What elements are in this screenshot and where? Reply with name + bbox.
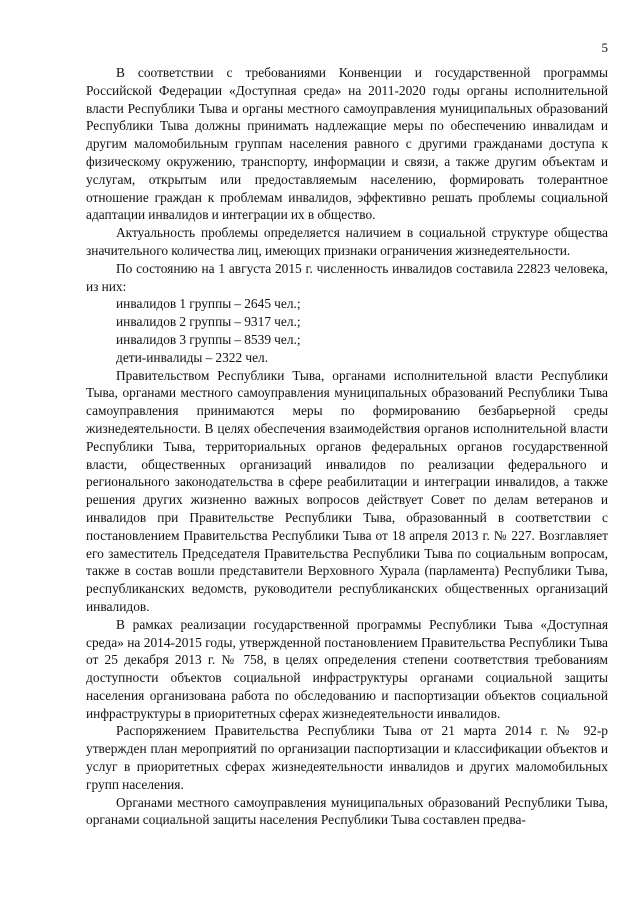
paragraph-program: В рамках реализации государственной программы Республики Тыва «Доступная среда» на 2014-2015 годы, утвержденной постановлением Правительства Республики Тыва от 25 декабря 2013 г. № 758, в целях определения степени соответствия требованиям доступности объектов социальной инфраструктуры органами социальной защиты населения организована работа по обследованию и паспортизации объектов социальной инфраструктуры в приоритетных сферах жизнедеятельности инвалидов. bbox=[86, 616, 608, 721]
list-item-group-3: инвалидов 3 группы – 8539 чел.; bbox=[116, 331, 301, 347]
paragraph-statistics: По состоянию на 1 августа 2015 г. численность инвалидов составила 22823 человека, из них: bbox=[86, 260, 608, 294]
paragraph-order: Распоряжением Правительства Республики Тыва от 21 марта 2014 г. № 92-р утвержден план мероприятий по организации паспортизации и классификации объектов и услуг в приоритетных сферах жизнедеятельности инвалидов и других маломобильных групп населения. bbox=[86, 723, 608, 792]
document-body bbox=[86, 64, 608, 829]
paragraph-convention: В соответствии с требованиями Конвенции и государственной программы Российской Федерации «Доступная среда» на 2011-2020 годы органы исполнительной власти Республики Тыва и органы местного самоуправления муниципальных образований Республики Тыва должны принимать надлежащие меры по обеспечению инвалидам и другим маломобильным группам населения равного с другими гражданами доступа к физическому окружению, транспорту, информации и связи, а также другим объектам и услугам, открытым или предоставляемым населению, формировать толерантное отношение граждан к проблемам инвалидов, эффективно решать проблемы социальной адаптации инвалидов и интеграции их в общество. bbox=[86, 65, 608, 223]
page-number: 5 bbox=[601, 40, 608, 55]
list-item-group-1: инвалидов 1 группы – 2645 чел.; bbox=[116, 296, 301, 312]
paragraph-relevance: Актуальность проблемы определяется наличием в социальной структуре общества значительного количества лиц, имеющих признаки ограничения жизнедеятельности. bbox=[86, 225, 608, 258]
list-item-group-2: инвалидов 2 группы – 9317 чел.; bbox=[116, 314, 301, 330]
paragraph-local-bodies: Органами местного самоуправления муниципальных образований Республики Тыва, органами социальной защиты населения Республики Тыва составлен предва- bbox=[86, 794, 608, 828]
list-item-children: дети-инвалиды – 2322 чел. bbox=[116, 349, 269, 365]
paragraph-government: Правительством Республики Тыва, органами исполнительной власти Республики Тыва, органами местного самоуправления муниципальных образований Республики Тыва самоуправления принимаются меры по формированию безбарьерной среды жизнедеятельности. В целях обеспечения взаимодействия органов исполнительной власти Республики Тыва, территориальных органов федеральных органов государственной власти, общественных организаций инвалидов по реализации федерального и регионального законодательства в сфере реабилитации и интеграции инвалидов, а также решения других жизненно важных вопросов действует Совет по делам ветеранов и инвалидов при Правительстве Республики Тыва, образованный в соответствии с постановлением Правительства Республики Тыва от 18 апреля 2013 г. № 227. Возглавляет его заместитель Председателя Правительства Республики Тыва по социальным вопросам, также в состав вошли представители Верховного Хурала (парламента) Республики Тыва, республиканских ведомств, руководители республиканских общественных организаций инвалидов. bbox=[86, 367, 608, 614]
